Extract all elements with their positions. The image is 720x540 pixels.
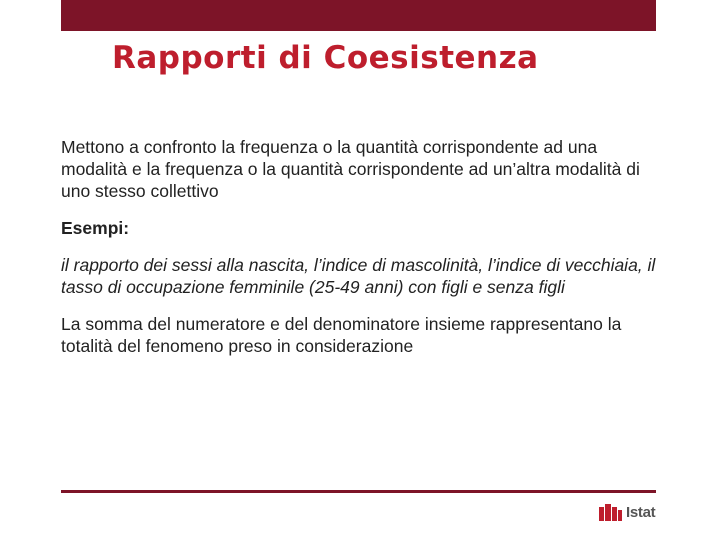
- slide-body: [61, 136, 661, 372]
- istat-logo-icon: [599, 503, 623, 521]
- top-color-band: [61, 0, 656, 31]
- slide-title: Rapporti di Coesistenza: [112, 40, 539, 76]
- footer-divider: [61, 490, 656, 493]
- intro-paragraph: Mettono a confronto la frequenza o la quantità corrispondente ad una modalità e la frequenza o la quantità corrispondente ad un’altra modalità di uno stesso collettivo: [61, 137, 640, 201]
- examples-heading: Esempi:: [61, 218, 130, 238]
- examples-paragraph: il rapporto dei sessi alla nascita, l’indice di mascolinità, l’indice di vecchiaia, il tasso di occupazione femminile (25-49 anni) con figli e senza figli: [61, 255, 656, 297]
- closing-paragraph: La somma del numeratore e del denominatore insieme rappresentano la totalità del fenomeno preso in considerazione: [61, 314, 622, 356]
- logo-text: Istat: [626, 503, 656, 521]
- istat-logo: [599, 502, 655, 522]
